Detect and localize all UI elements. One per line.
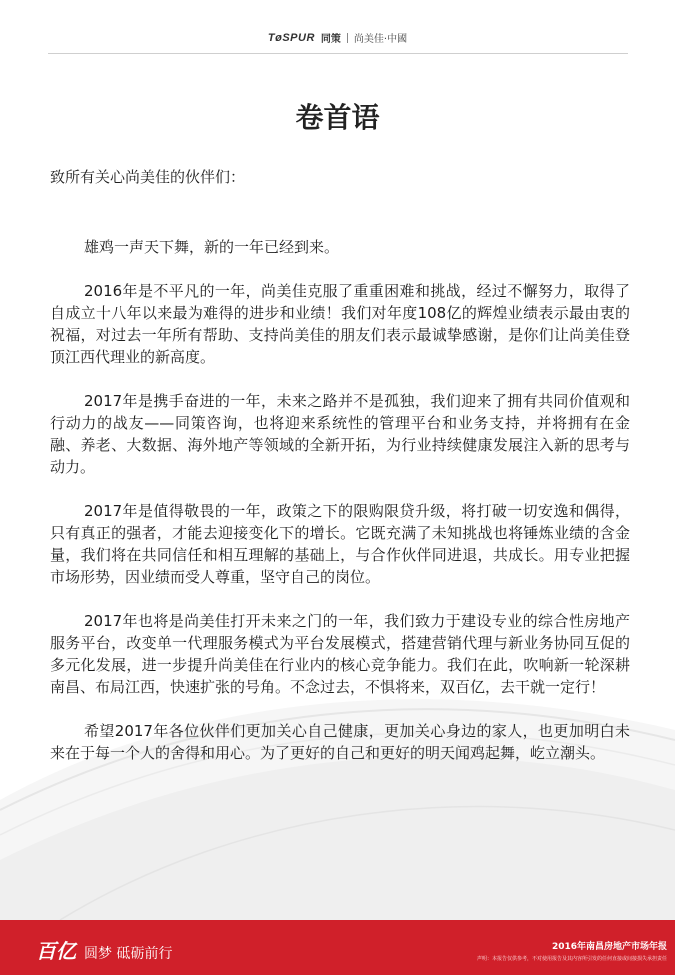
page-footer (0, 920, 675, 975)
paragraph-4: 2017年是值得敬畏的一年，政策之下的限购限贷升级，将打破一切安逸和偶得，只有真正的强者，才能去迎接变化下的增长。它既充满了未知挑战也将锤炼业绩的含金量，我们将在共同信任和相互理解的基础上，与合作伙伴同进退，共成长。用专业把握市场形势，因业绩而受人尊重，坚守自己的岗位。 (50, 502, 630, 586)
article-body (50, 160, 630, 764)
page-header (0, 0, 675, 56)
paragraph-2: 2016年是不平凡的一年，尚美佳克服了重重困难和挑战，经过不懈努力，取得了自成立十八年以来最为难得的进步和业绩！我们对年度108亿的辉煌业绩表示最由衷的祝福，对过去一年所有帮助、支持尚美佳的朋友们表示最诚挚感谢，是你们让尚美佳登顶江西代理业的新高度。 (50, 282, 630, 366)
tospur-logo: TøSPUR (267, 31, 315, 44)
shangmeijia-logo: 尚美佳·中國 (353, 34, 408, 45)
greeting: 致所有关心尚美佳的伙伴们： (50, 168, 246, 186)
page-title: 卷首语 (295, 101, 380, 134)
tongce-logo: 同策 (320, 34, 341, 45)
header-divider (48, 53, 628, 54)
paragraph-1: 雄鸡一声天下舞，新的一年已经到来。 (84, 238, 340, 256)
paragraph-6: 希望2017年各位伙伴们更加关心自己健康，更加关心身边的家人，也更加明白未来在于每一个人的舍得和用心。为了更好的自己和更好的明天闻鸡起舞，屹立潮头。 (50, 722, 630, 762)
footer-slogan: 圆梦 砥砺前行 (84, 946, 173, 962)
report-title: 2016年南昌房地产市场年报 (551, 942, 667, 952)
disclaimer: 声明：本报告仅供参考，不对使用报告及其内容所引发的任何直接或间接损失承担责任 (476, 956, 667, 962)
paragraph-5: 2017年也将是尚美佳打开未来之门的一年，我们致力于建设专业的综合性房地产服务平台，改变单一代理服务模式为平台发展模式，搭建营销代理与新业务协同互促的多元化发展，进一步提升尚美佳在行业内的核心竞争能力。我们在此，吹响新一轮深耕南昌、布局江西，快速扩张的号角。不念过去，不惧将来，双百亿，去干就一定行！ (50, 612, 630, 696)
footer-report-info (477, 939, 667, 962)
paragraph-3: 2017年是携手奋进的一年，未来之路并不是孤独，我们迎来了拥有共同价值观和行动力的战友——同策咨询，也将迎来系统性的管理平台和业务支持，并将拥有在金融、养老、大数据、海外地产等领域的全新开拓，为行业持续健康发展注入新的思考与动力。 (50, 392, 630, 476)
brand-logos (0, 30, 675, 45)
logo-divider (347, 33, 348, 43)
footer-slogan-group (36, 935, 172, 964)
footer-brand: 百亿 (36, 939, 76, 963)
